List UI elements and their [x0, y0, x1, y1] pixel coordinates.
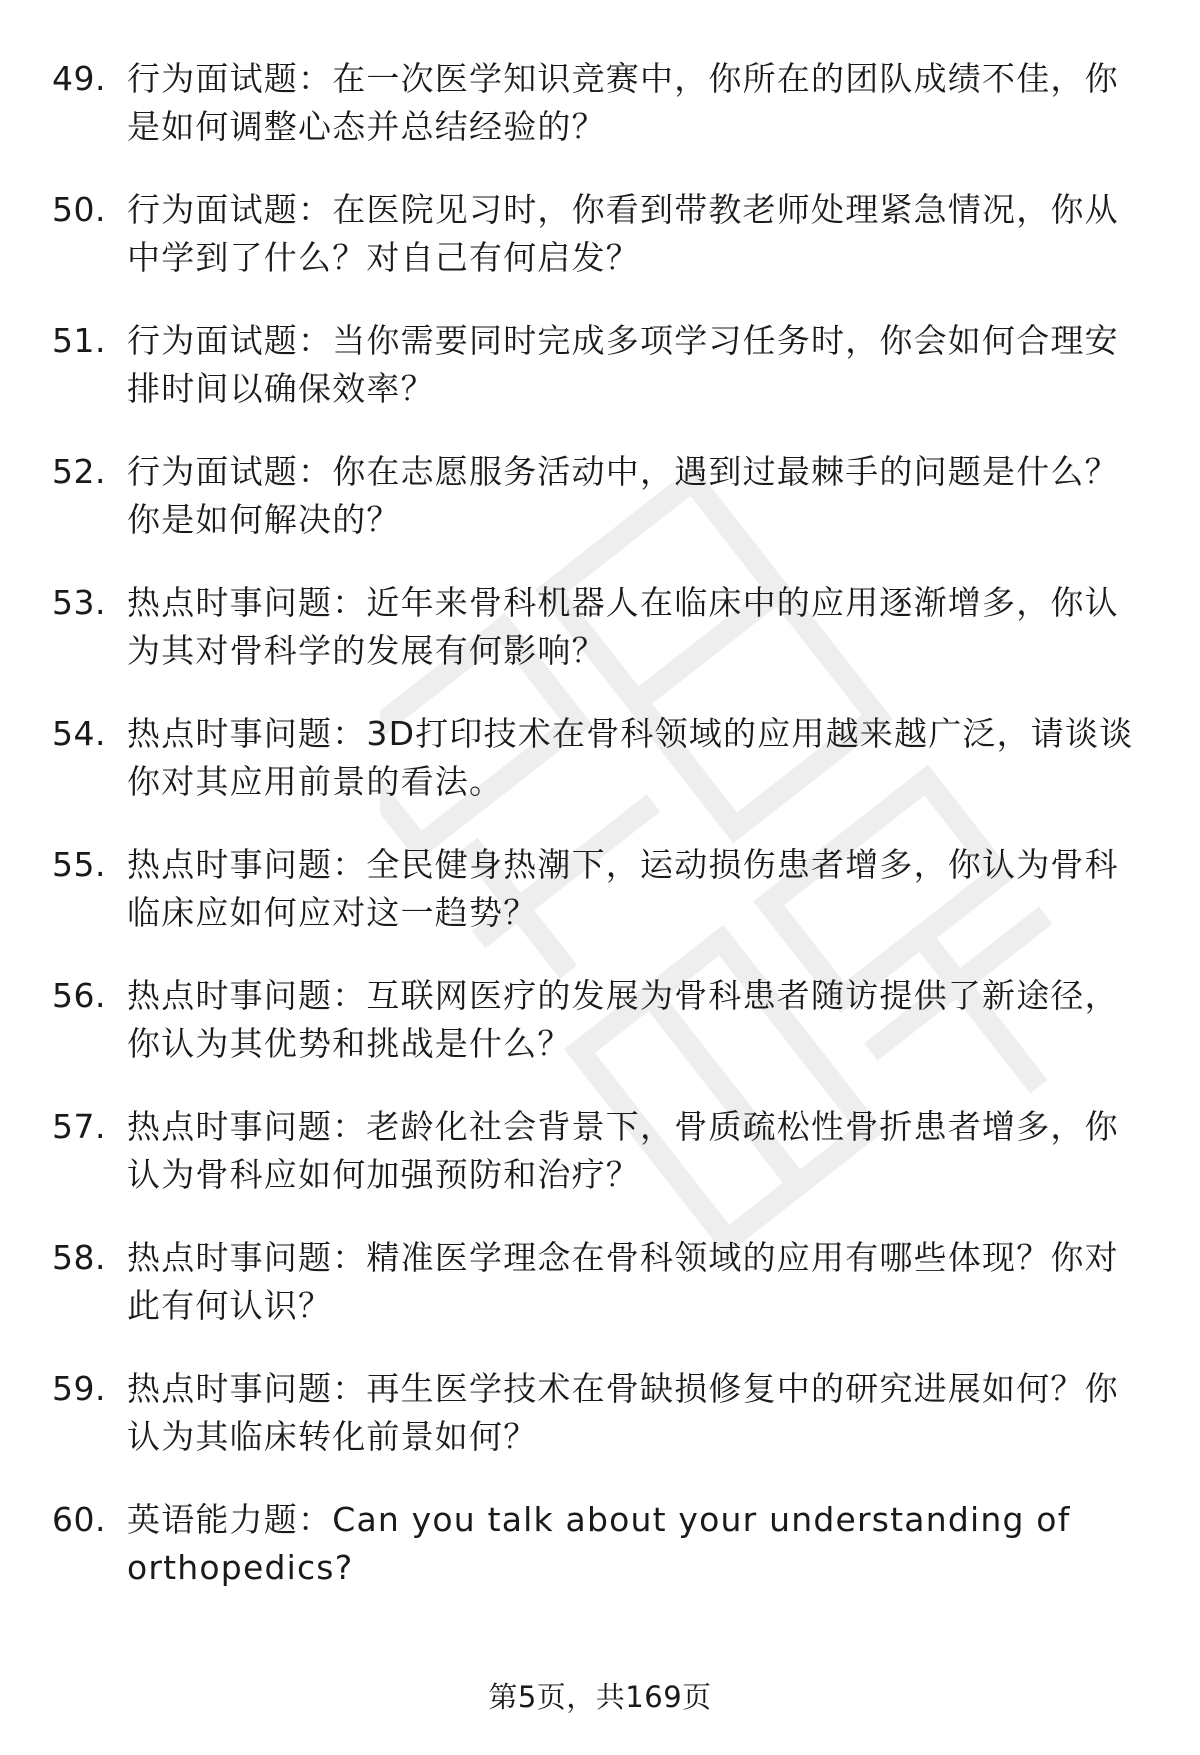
question-text: 热点时事问题：老龄化社会背景下，骨质疏松性骨折患者增多，你认为骨科应如何加强预防和治疗？ [127, 1107, 1119, 1194]
question-number: 49. [52, 59, 106, 98]
question-item [0, 579, 1200, 710]
question-number: 55. [52, 845, 106, 884]
question-item [0, 317, 1200, 448]
page-indicator: 第5页，共169页 [488, 1680, 712, 1714]
question-text: 行为面试题：你在志愿服务活动中，遇到过最棘手的问题是什么？你是如何解决的？ [127, 452, 1119, 539]
question-text: 行为面试题：当你需要同时完成多项学习任务时，你会如何合理安排时间以确保效率？ [127, 321, 1119, 408]
question-text: 热点时事问题：精准医学理念在骨科领域的应用有哪些体现？你对此有何认识？ [127, 1238, 1119, 1325]
question-number: 53. [52, 583, 106, 622]
question-item [0, 841, 1200, 972]
question-text: 热点时事问题：互联网医疗的发展为骨科患者随访提供了新途径，你认为其优势和挑战是什么？ [127, 976, 1119, 1063]
question-item [0, 1234, 1200, 1365]
question-item [0, 55, 1200, 186]
question-item [0, 1496, 1200, 1627]
question-text: 行为面试题：在一次医学知识竞赛中，你所在的团队成绩不佳，你是如何调整心态并总结经验的？ [127, 59, 1119, 146]
question-number: 54. [52, 714, 106, 753]
question-text: 热点时事问题：近年来骨科机器人在临床中的应用逐渐增多，你认为其对骨科学的发展有何影响？ [127, 583, 1119, 670]
question-text: 行为面试题：在医院见习时，你看到带教老师处理紧急情况，你从中学到了什么？对自己有何启发？ [127, 190, 1119, 277]
question-item [0, 972, 1200, 1103]
question-item [0, 186, 1200, 317]
question-item [0, 1365, 1200, 1496]
question-number: 51. [52, 321, 106, 360]
question-list [0, 55, 1200, 1627]
question-item [0, 1103, 1200, 1234]
question-number: 59. [52, 1369, 106, 1408]
question-number: 58. [52, 1238, 106, 1277]
question-item [0, 710, 1200, 841]
question-text: 热点时事问题：3D打印技术在骨科领域的应用越来越广泛，请谈谈你对其应用前景的看法。 [127, 714, 1134, 801]
question-item [0, 448, 1200, 579]
question-text: 热点时事问题：再生医学技术在骨缺损修复中的研究进展如何？你认为其临床转化前景如何？ [127, 1369, 1119, 1456]
question-number: 52. [52, 452, 106, 491]
question-text: 英语能力题：Can you talk about your understanding of orthopedics? [127, 1500, 1071, 1587]
question-number: 56. [52, 976, 106, 1015]
question-number: 60. [52, 1500, 106, 1539]
question-number: 50. [52, 190, 106, 229]
question-number: 57. [52, 1107, 106, 1146]
question-text: 热点时事问题：全民健身热潮下，运动损伤患者增多，你认为骨科临床应如何应对这一趋势？ [127, 845, 1119, 932]
